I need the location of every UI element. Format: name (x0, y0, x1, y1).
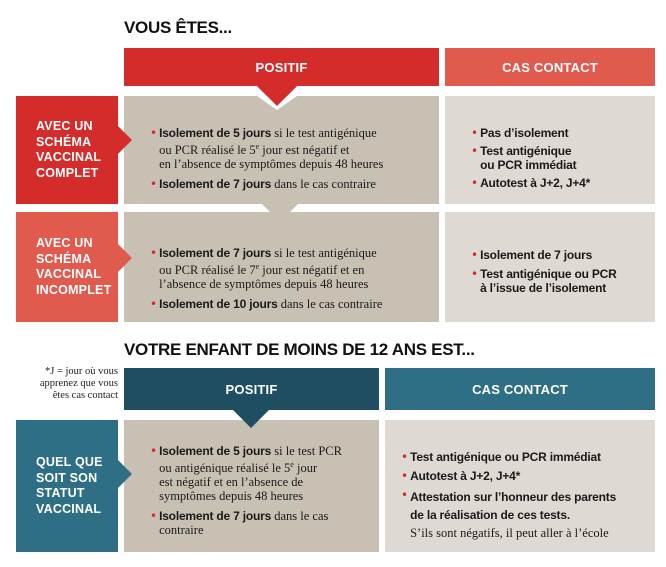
text-bold: Test antigénique ou PCR (480, 267, 617, 281)
pointer-triangle-top (257, 86, 297, 106)
header-positif-enfant: POSITIF (124, 368, 379, 410)
bullet-icon: • (150, 444, 158, 458)
footnote-j (10, 366, 118, 402)
text-bold: Pas d’isolement (480, 126, 569, 140)
bullet-icon: • (471, 248, 479, 262)
bullet-icon: • (150, 509, 158, 524)
bullet-icon: • (471, 144, 479, 158)
bullet-icon: • (471, 126, 479, 140)
text-bold: Isolement de 7 jours (159, 509, 272, 524)
pointer-triangle-right (118, 244, 132, 272)
row-label-line: STATUT (36, 486, 85, 500)
text: si le test antigénique (271, 126, 377, 140)
cell-incomplet-contact (445, 212, 655, 322)
bullet-icon: • (150, 297, 158, 312)
text-sup: e (255, 142, 260, 151)
cell-incomplet-positif (124, 212, 439, 322)
text: jour est négatif et en (259, 263, 365, 278)
text-bold: de la réalisation de ces tests. (410, 508, 570, 522)
bullet-icon: • (150, 246, 158, 260)
row-label-line: AVEC UN (36, 236, 93, 250)
text: ou antigénique réalisé le 5 (159, 461, 291, 476)
pointer-triangle-down (262, 204, 298, 222)
bullet-icon: • (471, 176, 479, 190)
text-bold: Autotest à J+2, J+4* (410, 469, 521, 483)
text: ou PCR réalisé le 7 (159, 263, 256, 278)
bullet-icon: • (150, 177, 158, 192)
row-label-line: SCHÉMA (36, 251, 92, 266)
text-bold: Test antigénique (480, 144, 572, 158)
text: symptômes depuis 48 heures (159, 489, 304, 504)
text: dans le cas contraire (271, 177, 376, 192)
text-bold: Isolement de 10 jours (159, 297, 278, 312)
text: si le test PCR (271, 444, 342, 458)
text: jour (293, 461, 318, 476)
bullet-icon: • (401, 450, 409, 464)
bullet-icon: • (401, 469, 409, 483)
text: l’absence de symptômes depuis 48 heures (159, 277, 369, 292)
row-label-vaccinal-complet (16, 96, 118, 204)
text-bold: Isolement de 7 jours (480, 248, 593, 262)
text: jour est négatif et (259, 143, 350, 158)
text-bold: Test antigénique ou PCR immédiat (410, 450, 601, 464)
row-label-line: AVEC UN (36, 119, 93, 133)
text-bold: Autotest à J+2, J+4* (480, 176, 591, 190)
pointer-triangle-right (118, 126, 132, 154)
text-bold: Isolement de 5 jours (159, 444, 272, 458)
row-label-line: INCOMPLET (36, 282, 112, 297)
row-label-quel-que-soit (16, 420, 118, 552)
cell-complet-contact (445, 96, 655, 204)
row-label-line: VACCINAL (36, 267, 102, 281)
text-bold: Isolement de 5 jours (159, 126, 272, 140)
cell-enfant-contact (385, 420, 655, 552)
text-sup: e (255, 262, 260, 271)
cell-complet-positif (124, 96, 439, 204)
text-sup: e (290, 460, 294, 469)
text: contraire (159, 523, 204, 538)
text: est négatif et en l’absence de (159, 475, 304, 490)
pointer-triangle-down (233, 410, 269, 428)
text: en l’absence de symptômes depuis 48 heures (159, 157, 384, 172)
bullet-icon: • (401, 488, 409, 502)
bullet-icon: • (471, 267, 479, 281)
pointer-triangle-right (118, 460, 132, 488)
text-bold: à l’issue de l’isolement (480, 281, 606, 295)
text: S’ils sont négatifs, il peut aller à l’école (410, 526, 609, 540)
text-bold: Isolement de 7 jours (159, 177, 272, 192)
cell-enfant-positif (124, 420, 379, 552)
text-bold: Attestation sur l’honneur des parents (410, 490, 617, 504)
text: ou PCR réalisé le 5 (159, 143, 256, 158)
text-bold: ou PCR immédiat (480, 158, 577, 172)
footnote-line: êtes cas contact (52, 390, 118, 401)
section-title-vous-etes: VOUS ÊTES... (124, 18, 232, 37)
header-cas-contact: CAS CONTACT (445, 48, 655, 86)
footnote-line: *J = jour où vous (44, 366, 118, 377)
text: dans le cas (271, 509, 329, 524)
row-label-line: VACCINAL (36, 501, 102, 516)
row-label-line: SCHÉMA (36, 134, 92, 149)
section-title-enfant: VOTRE ENFANT DE MOINS DE 12 ANS EST... (124, 340, 475, 359)
text-bold: Isolement de 7 jours (159, 246, 272, 260)
row-label-vaccinal-incomplet (16, 212, 118, 322)
text: dans le cas contraire (277, 297, 383, 312)
header-positif: POSITIF (124, 48, 439, 86)
row-label-line: COMPLET (36, 165, 99, 180)
row-label-line: QUEL QUE (36, 455, 103, 469)
text: si le test antigénique (271, 246, 377, 260)
footnote-line: apprenez que vous (39, 378, 118, 389)
header-cas-contact-enfant: CAS CONTACT (385, 368, 655, 410)
row-label-line: VACCINAL (36, 150, 102, 164)
row-label-line: SOIT SON (36, 470, 98, 485)
bullet-icon: • (150, 126, 158, 140)
